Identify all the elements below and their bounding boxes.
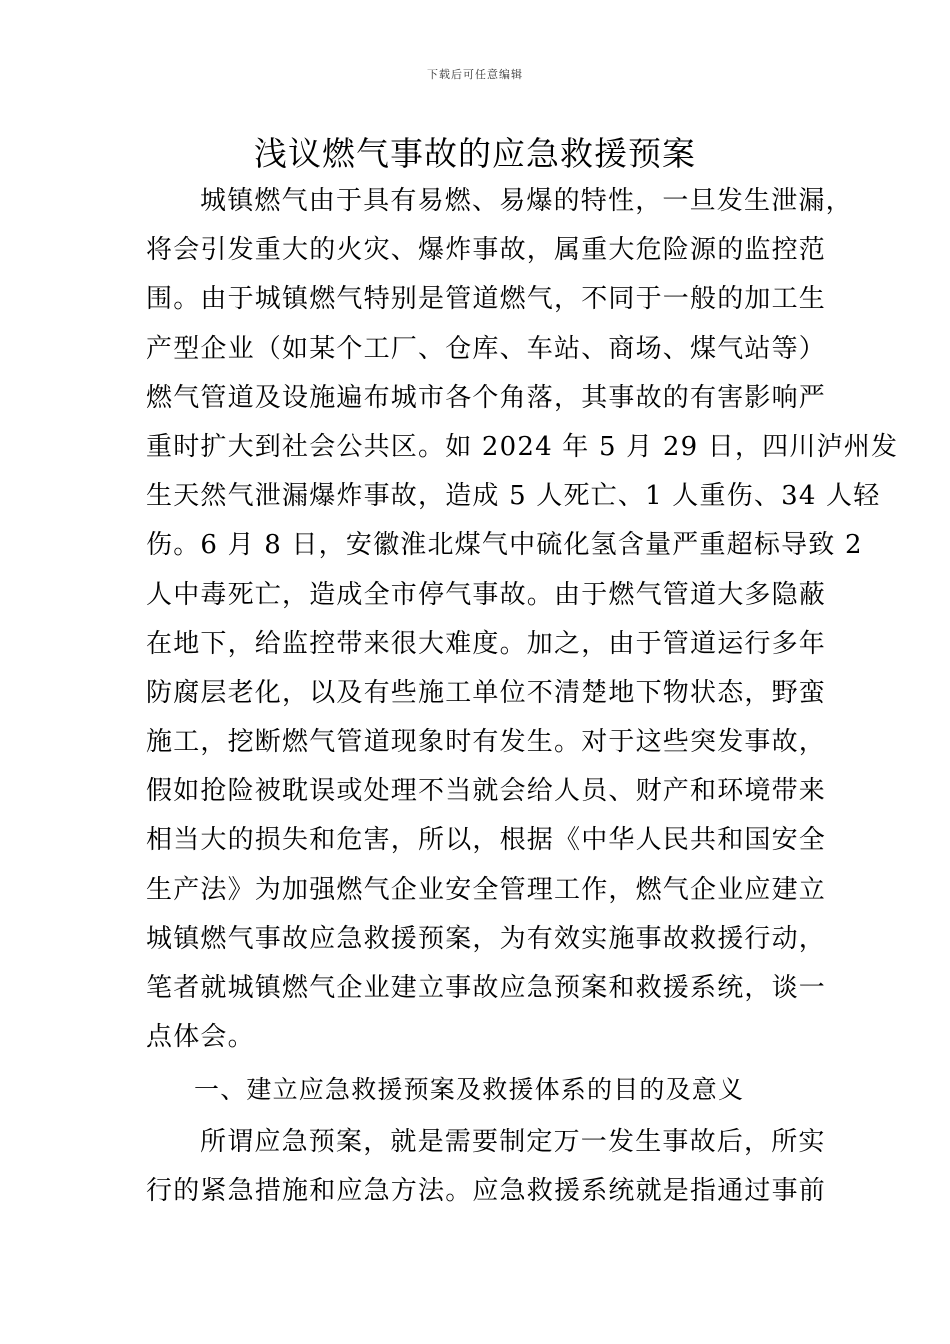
paragraph-line: 相当大的损失和危害，所以，根据《中华人民共和国安全	[146, 825, 827, 856]
section-heading: 一、建立应急救援预案及救援体系的目的及意义	[194, 1075, 745, 1105]
paragraph-line: 生产法》为加强燃气企业安全管理工作，燃气企业应建立	[146, 874, 827, 905]
paragraph-line: 点体会。	[146, 1022, 255, 1053]
paragraph-line: 重时扩大到社会公共区。如 2024 年 5 月 29 日，四川泸州发	[146, 431, 899, 462]
paragraph-line: 所谓应急预案，就是需要制定万一发生事故后，所实	[200, 1126, 826, 1157]
paragraph-line: 行的紧急措施和应急方法。应急救援系统就是指通过事前	[146, 1175, 827, 1206]
paragraph-line: 产型企业（如某个工厂、仓库、车站、商场、煤气站等）	[146, 333, 827, 364]
paragraph-line: 燃气管道及设施遍布城市各个角落，其事故的有害影响严	[146, 382, 827, 413]
paragraph-line: 人中毒死亡，造成全市停气事故。由于燃气管道大多隐蔽	[146, 579, 827, 610]
document-body	[146, 177, 899, 1216]
paragraph-line: 将会引发重大的火灾、爆炸事故，属重大危险源的监控范	[146, 235, 827, 266]
header-note: 下载后可任意编辑	[427, 68, 523, 81]
paragraph-line: 城镇燃气由于具有易燃、易爆的特性，一旦发生泄漏，	[200, 186, 853, 216]
paragraph-line: 笔者就城镇燃气企业建立事故应急预案和救援系统，谈一	[146, 973, 827, 1003]
paragraph-line: 在地下，给监控带来很大难度。加之，由于管道运行多年	[146, 628, 827, 659]
paragraph-line: 伤。6 月 8 日，安徽淮北煤气中硫化氢含量严重超标导致 2	[146, 530, 863, 561]
document-title: 浅议燃气事故的应急救援预案	[254, 134, 696, 173]
paragraph-line: 生天然气泄漏爆炸事故，造成 5 人死亡、1 人重伤、34 人轻	[146, 481, 881, 512]
paragraph-line: 防腐层老化，以及有些施工单位不清楚地下物状态，野蛮	[146, 677, 827, 708]
paragraph-line: 假如抢险被耽误或处理不当就会给人员、财产和环境带来	[146, 776, 827, 807]
paragraph-line: 城镇燃气事故应急救援预案，为有效实施事故救援行动，	[146, 923, 827, 954]
paragraph-line: 施工，挖断燃气管道现象时有发生。对于这些突发事故，	[146, 727, 827, 758]
paragraph-line: 围。由于城镇燃气特别是管道燃气，不同于一般的加工生	[146, 284, 827, 315]
